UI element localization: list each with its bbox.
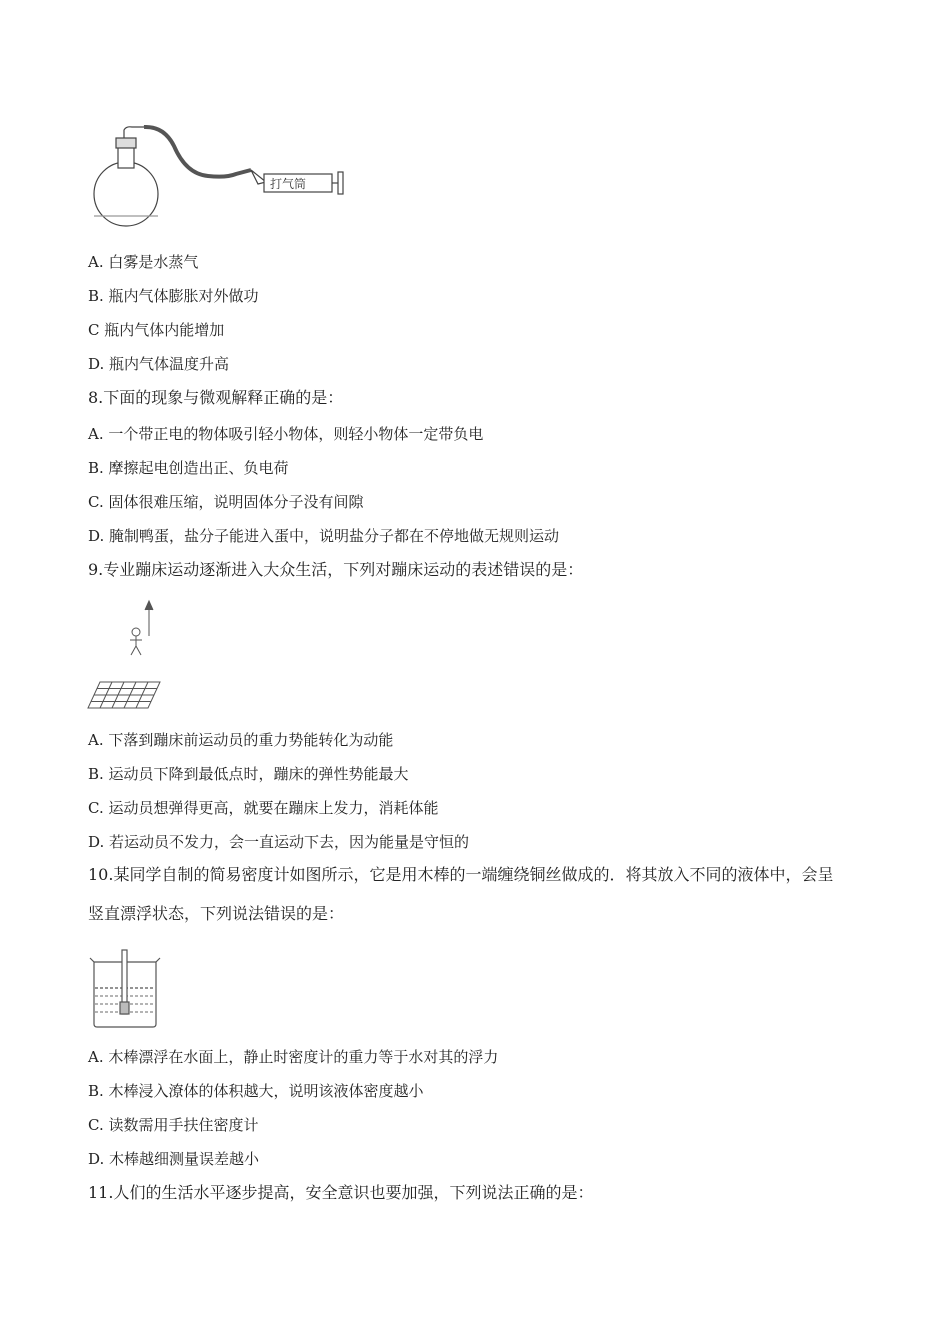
athlete-head — [132, 628, 140, 636]
q9-stem: 9.专业蹦床运动逐渐进入大众生活，下列对蹦床运动的表述错误的是： — [88, 560, 584, 579]
q10-stem-line2: 竖直漂浮状态，下列说法错误的是： — [88, 904, 345, 923]
q8-option-b: B. 摩擦起电创造出正、负电荷 — [88, 459, 289, 477]
trampoline-figure — [86, 598, 166, 713]
q10-option-a: A. 木棒漂浮在水面上，静止时密度计的重力等于水对其的浮力 — [88, 1048, 499, 1066]
q8-option-d: D. 腌制鸭蛋，盐分子能进入蛋中，说明盐分子都在不停地做无规则运动 — [88, 527, 560, 545]
flask-neck — [118, 146, 134, 168]
q10-option-c: C. 读数需用手扶住密度计 — [88, 1116, 259, 1134]
q9-option-d: D. 若运动员不发力，会一直运动下去，因为能量是守恒的 — [88, 833, 470, 851]
q8-stem: 8.下面的现象与微观解释正确的是： — [88, 388, 344, 407]
q11-stem: 11.人们的生活水平逐步提高，安全意识也要加强，下列说法正确的是： — [88, 1183, 594, 1202]
flask-pump-figure — [86, 124, 346, 229]
q9-option-c: C. 运动员想弹得更高，就要在蹦床上发力，消耗体能 — [88, 799, 439, 817]
pump-handle — [338, 172, 343, 194]
glass-tube — [124, 127, 144, 138]
beaker-hydrometer-figure — [86, 944, 166, 1030]
rubber-hose — [144, 127, 251, 177]
q9-option-b: B. 运动员下降到最低点时，蹦床的弹性势能最大 — [88, 765, 409, 783]
q7-option-b: B. 瓶内气体膨胀对外做功 — [88, 287, 259, 305]
copper-wire — [120, 1002, 129, 1014]
q10-option-d: D. 木棒越细测量误差越小 — [88, 1150, 260, 1168]
q7-option-a: A. 白雾是水蒸气 — [88, 253, 199, 271]
q10-option-b: B. 木棒浸入潦体的体积越大，说明该液体密度越小 — [88, 1082, 424, 1100]
flask-stopper — [116, 138, 136, 148]
q8-option-c: C. 固体很难压缩，说明固体分子没有间隙 — [88, 493, 364, 511]
pump-label: 打气筒 — [270, 177, 307, 191]
q7-option-d: D. 瓶内气体温度升高 — [88, 355, 230, 373]
q7-option-c: C 瓶内气体内能增加 — [88, 321, 225, 339]
q8-option-a: A. 一个带正电的物体吸引轻小物体，则轻小物体一定带负电 — [88, 425, 484, 443]
q10-stem-line1: 10.某同学自制的简易密度计如图所示，它是用木棒的一端缠绕铜丝做成的．将其放入不同的液体中，会呈 — [88, 865, 834, 884]
q9-option-a: A. 下落到蹦床前运动员的重力势能转化为动能 — [88, 731, 394, 749]
